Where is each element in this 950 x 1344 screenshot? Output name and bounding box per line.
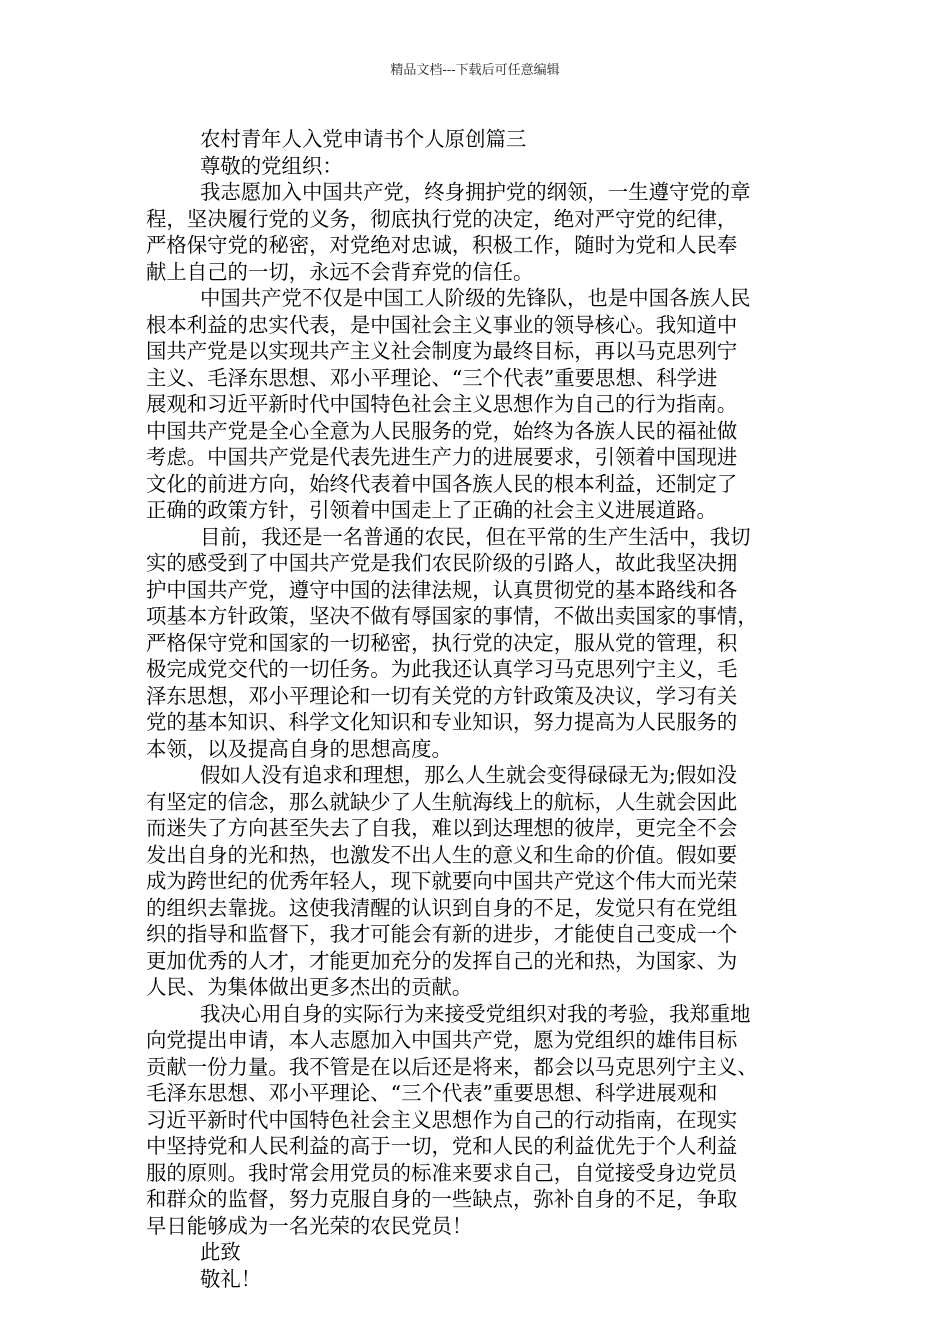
text-line: 本领，以及提高自身的思想高度。 bbox=[146, 736, 452, 761]
text-line: 献上自己的一切，永远不会背弃党的信任。 bbox=[146, 259, 534, 284]
text-line: 中坚持党和人民利益的高于一切，党和人民的利益优先于个人利益 bbox=[146, 1134, 738, 1158]
text-line: 和群众的监督，努力克服自身的一些缺点，弥补自身的不足，争取 bbox=[146, 1187, 738, 1211]
text-line: 毛泽东思想、邓小平理论、“三个代表”重要思想、科学进展观和 bbox=[146, 1081, 718, 1105]
text-line: 此致 bbox=[200, 1240, 241, 1264]
text-line: 假如人没有追求和理想，那么人生就会变得碌碌无为;假如没 bbox=[200, 763, 738, 787]
text-line: 极完成党交代的一切任务。为此我还认真学习马克思列宁主义，毛 bbox=[146, 657, 738, 681]
text-line: 更加优秀的人才，才能更加充分的发挥自己的光和热，为国家、为 bbox=[146, 948, 738, 973]
text-line: 服的原则。我时常会用党员的标准来要求自己，自觉接受身边党员 bbox=[146, 1160, 738, 1185]
text-line: 早日能够成为一名光荣的农民党员！ bbox=[146, 1213, 473, 1238]
text-line: 中国共产党不仅是中国工人阶级的先锋队，也是中国各族人民 bbox=[200, 286, 751, 310]
text-line: 人民、为集体做出更多杰出的贡献。 bbox=[146, 975, 473, 999]
text-line: 根本利益的忠实代表，是中国社会主义事业的领导核心。我知道中 bbox=[146, 312, 738, 337]
salutation: 尊敬的党组织： bbox=[200, 153, 343, 178]
text-line: 程，坚决履行党的义务，彻底执行党的决定，绝对严守党的纪律， bbox=[146, 206, 738, 231]
text-line: 展观和习近平新时代中国特色社会主义思想作为自己的行为指南。 bbox=[146, 392, 738, 416]
text-line: 严格保守党和国家的一切秘密，执行党的决定，服从党的管理，积 bbox=[146, 630, 738, 655]
text-line: 项基本方针政策，坚决不做有辱国家的事情，不做出卖国家的事情， bbox=[146, 604, 758, 628]
text-line: 而迷失了方向甚至失去了自我，难以到达理想的彼岸，更完全不会 bbox=[146, 816, 738, 840]
text-line: 党的基本知识、科学文化知识和专业知识，努力提高为人民服务的 bbox=[146, 710, 738, 734]
document-body bbox=[146, 126, 806, 1292]
text-line: 实的感受到了中国共产党是我们农民阶级的引路人，故此我坚决拥 bbox=[146, 551, 738, 575]
text-line: 中国共产党是全心全意为人民服务的党，始终为各族人民的福祉做 bbox=[146, 418, 738, 443]
text-line: 成为跨世纪的优秀年轻人，现下就要向中国共产党这个伟大而光荣 bbox=[146, 869, 738, 893]
text-line: 护中国共产党，遵守中国的法律法规，认真贯彻党的基本路线和各 bbox=[146, 577, 738, 602]
text-line: 严格保守党的秘密，对党绝对忠诚，积极工作，随时为党和人民奉 bbox=[146, 233, 738, 257]
text-line: 文化的前进方向，始终代表着中国各族人民的根本利益，还制定了 bbox=[146, 471, 738, 496]
text-line: 泽东思想，邓小平理论和一切有关党的方针政策及决议，学习有关 bbox=[146, 683, 738, 708]
text-line: 向党提出申请，本人志愿加入中国共产党，愿为党组织的雄伟目标 bbox=[146, 1028, 738, 1052]
text-line: 我决心用自身的实际行为来接受党组织对我的考验，我郑重地 bbox=[200, 1001, 751, 1026]
text-line: 主义、毛泽东思想、邓小平理论、“三个代表”重要思想、科学进 bbox=[146, 365, 718, 390]
text-line: 习近平新时代中国特色社会主义思想作为自己的行动指南，在现实 bbox=[146, 1107, 738, 1132]
text-line: 有坚定的信念，那么就缺少了人生航海线上的航标，人生就会因此 bbox=[146, 789, 738, 814]
document-title: 农村青年人入党申请书个人原创篇三 bbox=[200, 127, 527, 151]
text-line: 国共产党是以实现共产主义社会制度为最终目标，再以马克思列宁 bbox=[146, 339, 738, 363]
text-line: 考虑。中国共产党是代表先进生产力的进展要求，引领着中国现进 bbox=[146, 445, 738, 469]
text-line: 正确的政策方针，引领着中国走上了正确的社会主义进展道路。 bbox=[146, 498, 717, 522]
text-line: 的组织去靠拢。这使我清醒的认识到自身的不足，发觉只有在党组 bbox=[146, 895, 738, 920]
text-line: 我志愿加入中国共产党，终身拥护党的纲领，一生遵守党的章 bbox=[200, 180, 751, 204]
page-header: 精品文档---下载后可任意编辑 bbox=[390, 63, 560, 78]
text-line: 贡献一份力量。我不管是在以后还是将来，都会以马克思列宁主义、 bbox=[146, 1054, 758, 1079]
text-line: 目前，我还是一名普通的农民，但在平常的生产生活中，我切 bbox=[200, 524, 751, 549]
text-line: 敬礼！ bbox=[200, 1266, 262, 1291]
text-line: 织的指导和监督下，我才可能会有新的进步，才能使自己变成一个 bbox=[146, 922, 738, 946]
text-line: 发出自身的光和热，也激发不出人生的意义和生命的价值。假如要 bbox=[146, 842, 738, 867]
